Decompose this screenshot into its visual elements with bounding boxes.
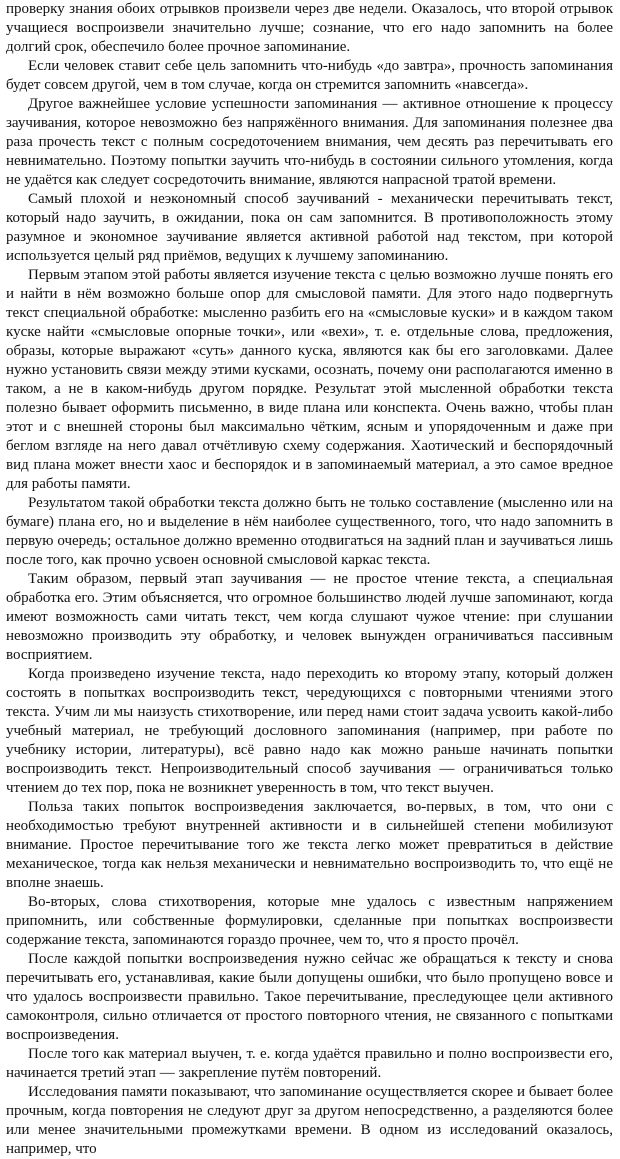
paragraph-8: Когда произведено изучение текста, надо переходить ко второму этапу, который должен состоять в попытках воспроизводить текст, чередующихся с повторными чтениями этого текста. Учим ли мы наизусть стихотворение, или перед нами стоит задача усвоить какой-либо учебный материал, не требующий дословного запоминания (например, при работе по учебнику истории, литературы), всё равно надо как можно раньше начинать попытки воспроизводить текст. Непроизводительный способ заучивания — ограничиваться только чтением до тех пор, пока не возникнет уверенность в том, что текст выучен. xyxy=(6,666,613,796)
paragraph-3: Другое важнейшее условие успешности запоминания — активное отношение к процессу заучивания, которое невозможно без напряжённого внимания. Для запоминания полезнее два раза прочесть текст с полным сосредоточением внимания, чем десять раз перечитывать его невнимательно. Поэтому попытки заучить что-нибудь в состоянии сильного утомления, когда не удаётся как следует сосредоточить внимание, являются напрасной тратой времени. xyxy=(6,96,613,188)
paragraph-2: Если человек ставит себе цель запомнить что-нибудь «до завтра», прочность запоминания будет совсем другой, чем в том случае, когда он стремится запомнить «навсегда». xyxy=(6,58,613,93)
paragraph-5: Первым этапом этой работы является изучение текста с целью возможно лучше понять его и найти в нём возможно больше опор для смысловой памяти. Для этого надо подвергнуть текст специальной обработке: мысленно разбить его на «смысловые куски» и в каждом таком куске найти «смысловые опорные точки», или «вехи», т. е. отдельные слова, предложения, образы, которые выражают «суть» данного куска, являются как бы его заголовками. Далее нужно установить связи между этими кусками, осознать, почему они располагаются именно в таком, а не в каком-нибудь другом порядке. Результат этой мысленной обработки текста полезно бывает оформить письменно, в виде плана или конспекта. Очень важно, чтобы план этот и с внешней стороны был максимально чётким, ясным и упорядоченным и даже при беглом взгляде на него давал отчётливую схему содержания. Хаотический и беспорядочный вид плана может внести хаос и беспорядок и в запоминаемый материал, а это самое вредное для работы памяти. xyxy=(6,267,613,492)
paragraph-7: Таким образом, первый этап заучивания — не простое чтение текста, а специальная обработка его. Этим объясняется, что огромное большинство людей лучше запоминают, когда имеют возможность сами читать текст, чем когда слушают чужое чтение: при слушании невозможно производить эту обработку, и человек вынужден ограничиваться пассивным восприятием. xyxy=(6,571,613,663)
paragraph-13: Исследования памяти показывают, что запоминание осуществляется скорее и бывает более прочным, когда повторения не следуют друг за другом непосредственно, а разделяются более или менее значительными промежутками времени. В одном из исследований оказалось, например, что xyxy=(6,1084,613,1157)
paragraph-9: Польза таких попыток воспроизведения заключается, во-первых, в том, что они с необходимостью требуют внутренней активности и в сильнейшей степени мобилизуют внимание. Простое перечитывание того же текста легко может превратиться в действие механическое, тогда как нельзя механически и невнимательно воспроизводить то, что ещё не вполне знаешь. xyxy=(6,799,613,891)
paragraph-10: Во-вторых, слова стихотворения, которые мне удалось с известным напряжением припомнить, или собственные формулировки, сделанные при попытках воспроизвести содержание текста, запоминаются гораздо прочнее, чем то, что я просто прочёл. xyxy=(6,894,613,948)
paragraph-11: После каждой попытки воспроизведения нужно сейчас же обращаться к тексту и снова перечитывать его, устанавливая, какие были допущены ошибки, что было пропущено вовсе и что удалось воспроизвести правильно. Такое перечитывание, преследующее цели активного самоконтроля, сильно отличается от простого повторного чтения, не связанного с попытками воспроизведения. xyxy=(6,951,613,1043)
paragraph-12: После того как материал выучен, т. е. когда удаётся правильно и полно воспроизвести его, начинается третий этап — закрепление путём повторений. xyxy=(6,1046,613,1081)
paragraph-4: Самый плохой и неэкономный способ заучиваний - механически перечитывать текст, который надо заучить, в ожидании, пока он сам запомнится. В противоположность этому разумное и экономное заучивание является активной работой над текстом, при которой используется целый ряд приёмов, ведущих к лучшему запоминанию. xyxy=(6,191,613,264)
paragraph-6: Результатом такой обработки текста должно быть не только составление (мысленно или на бумаге) плана его, но и выделение в нём наиболее существенного, того, что надо запомнить в первую очередь; остальное должно временно отодвигаться на задний план и заучиваться лишь после того, как прочно усвоен основной смысловой каркас текста. xyxy=(6,495,613,568)
paragraph-1: проверку знания обоих отрывков произвели через две недели. Оказалось, что второй отрывок учащиеся воспроизвели значительно лучше; сознание, что его надо запомнить на более долгий срок, обеспечило более прочное запоминание. xyxy=(6,1,613,55)
